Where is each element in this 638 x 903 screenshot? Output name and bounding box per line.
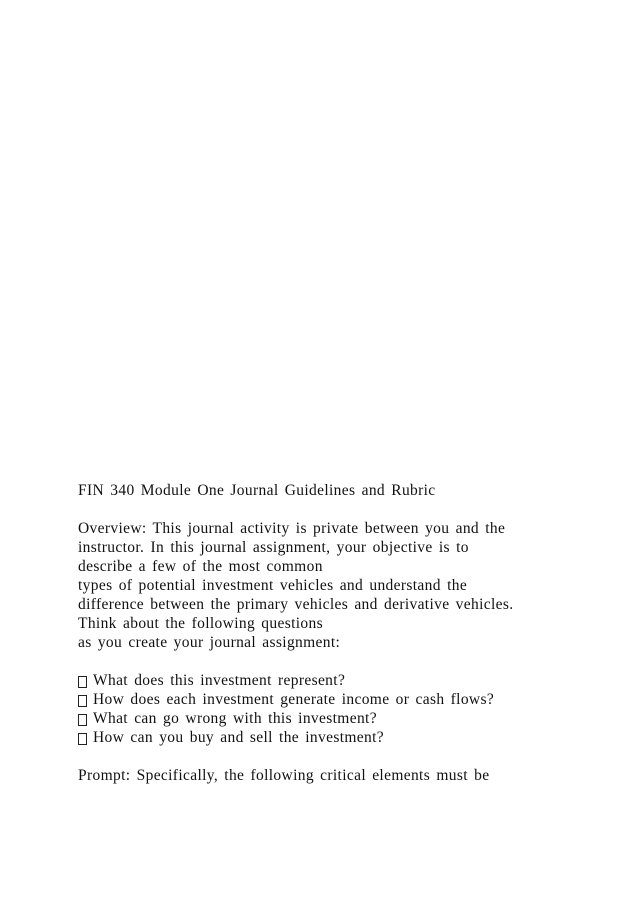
document-title: FIN 340 Module One Journal Guidelines and Rubric [78,482,436,499]
overview-line: Overview: This journal activity is private between you and the [78,520,506,537]
question-item [78,709,598,728]
overview-line: difference between the primary vehicles and derivative vehicles. [78,596,514,613]
bullet-box-icon [78,714,87,726]
question-text: What does this investment represent? [93,672,346,689]
question-item [78,671,598,690]
bullet-box-icon [78,733,87,745]
spacer [78,747,598,766]
overview-line: instructor. In this journal assignment, your objective is to [78,539,469,556]
question-item [78,690,598,709]
overview-line: Think about the following questions [78,615,323,632]
question-text: How does each investment generate income or cash flows? [93,691,495,708]
prompt-line: Prompt: Specifically, the following critical elements must be [78,767,490,784]
spacer [78,500,598,519]
question-text: How can you buy and sell the investment? [93,729,385,746]
overview-line: describe a few of the most common [78,558,323,575]
question-item [78,728,598,747]
bullet-box-icon [78,676,87,688]
overview-line: as you create your journal assignment: [78,634,341,651]
document-body [78,481,598,785]
spacer [78,652,598,671]
bullet-box-icon [78,695,87,707]
overview-line: types of potential investment vehicles and understand the [78,577,468,594]
question-text: What can go wrong with this investment? [93,710,377,727]
